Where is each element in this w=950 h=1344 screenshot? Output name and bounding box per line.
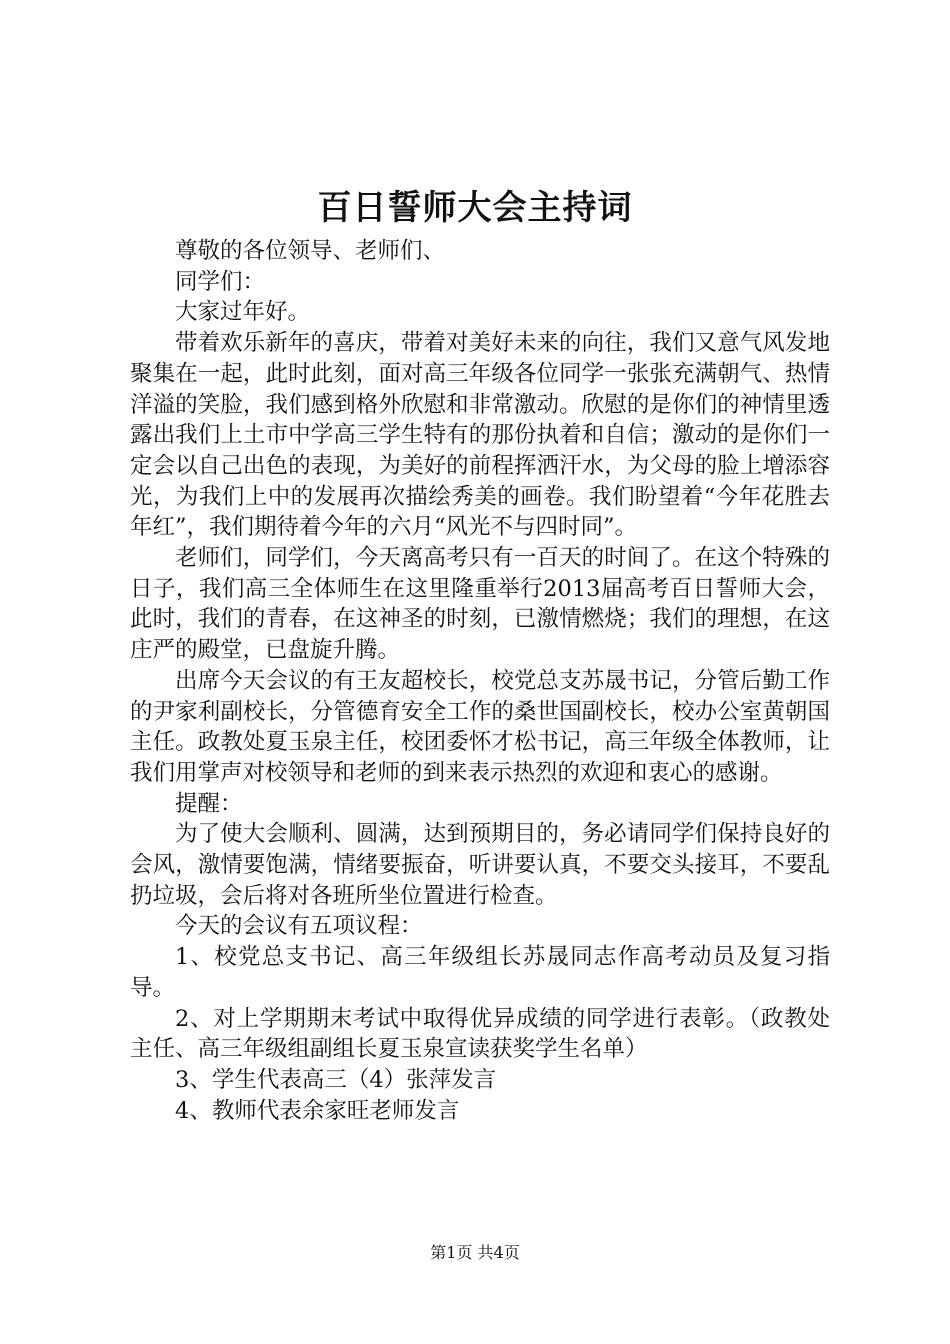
agenda-item-1: 1、校党总支书记、高三年级组长苏晟同志作高考动员及复习指导。 bbox=[130, 944, 830, 1001]
paragraph-agenda-heading: 今天的会议有五项议程： bbox=[175, 913, 423, 940]
paragraph-reminder: 为了使大会顺利、圆满，达到预期目的，务必请同学们保持良好的会风，激情要饱满，情绪要振奋，听讲要认真，不要交头接耳，不要乱扔垃圾，会后将对各班所坐位置进行检查。 bbox=[130, 821, 830, 909]
paragraph-salutation: 尊敬的各位领导、老师们、 bbox=[175, 238, 446, 264]
paragraph-hundred-days: 老师们，同学们，今天离高考只有一百天的时间了。在这个特殊的日子，我们高三全体师生在这里隆重举行2013届高考百日誓师大会，此时，我们的青春，在这神圣的时刻，已激情燃烧；我们的理想，在这庄严的殿堂，已盘旋升腾。 bbox=[130, 545, 830, 664]
document-title: 百日誓师大会主持词 bbox=[317, 188, 633, 228]
paragraph-salutation-students: 同学们： bbox=[175, 268, 266, 295]
agenda-item-2: 2、对上学期期末考试中取得优异成绩的同学进行表彰。（政教处主任、高三年级组副组长夏玉泉宣读获奖学生名单） bbox=[130, 1005, 830, 1063]
agenda-item-3: 3、学生代表高三（4）张萍发言 bbox=[175, 1066, 497, 1093]
document-body bbox=[130, 236, 830, 1126]
paragraph-opening: 带着欢乐新年的喜庆，带着对美好未来的向往，我们又意气风发地聚集在一起，此时此刻，面对高三年级各位同学一张张充满朝气、热情洋溢的笑脸，我们感到格外欣慰和非常激动。欣慰的是你们的神情里透露出我们上土市中学高三学生特有的那份执着和自信；激动的是你们一定会以自己出色的表现，为美好的前程挥洒汗水，为父母的脸上增添容光，为我们上中的发展再次描绘秀美的画卷。我们盼望着“今年花胜去年红”，我们期待着今年的六月“风光不与四时同”。 bbox=[130, 330, 830, 541]
page-footer: 第1页 共4页 bbox=[430, 1243, 520, 1262]
agenda-item-4: 4、教师代表余家旺老师发言 bbox=[175, 1097, 460, 1124]
paragraph-greeting: 大家过年好。 bbox=[175, 299, 311, 326]
paragraph-reminder-heading: 提醒： bbox=[175, 790, 243, 817]
paragraph-attendees: 出席今天会议的有王友超校长，校党总支苏晟书记，分管后勤工作的尹家利副校长，分管德育安全工作的桑世国副校长，校办公室黄朝国主任。政教处夏玉泉主任，校团委怀才松书记，高三年级全体教师，让我们用掌声对校领导和老师的到来表示热烈的欢迎和衷心的感谢。 bbox=[130, 667, 830, 786]
